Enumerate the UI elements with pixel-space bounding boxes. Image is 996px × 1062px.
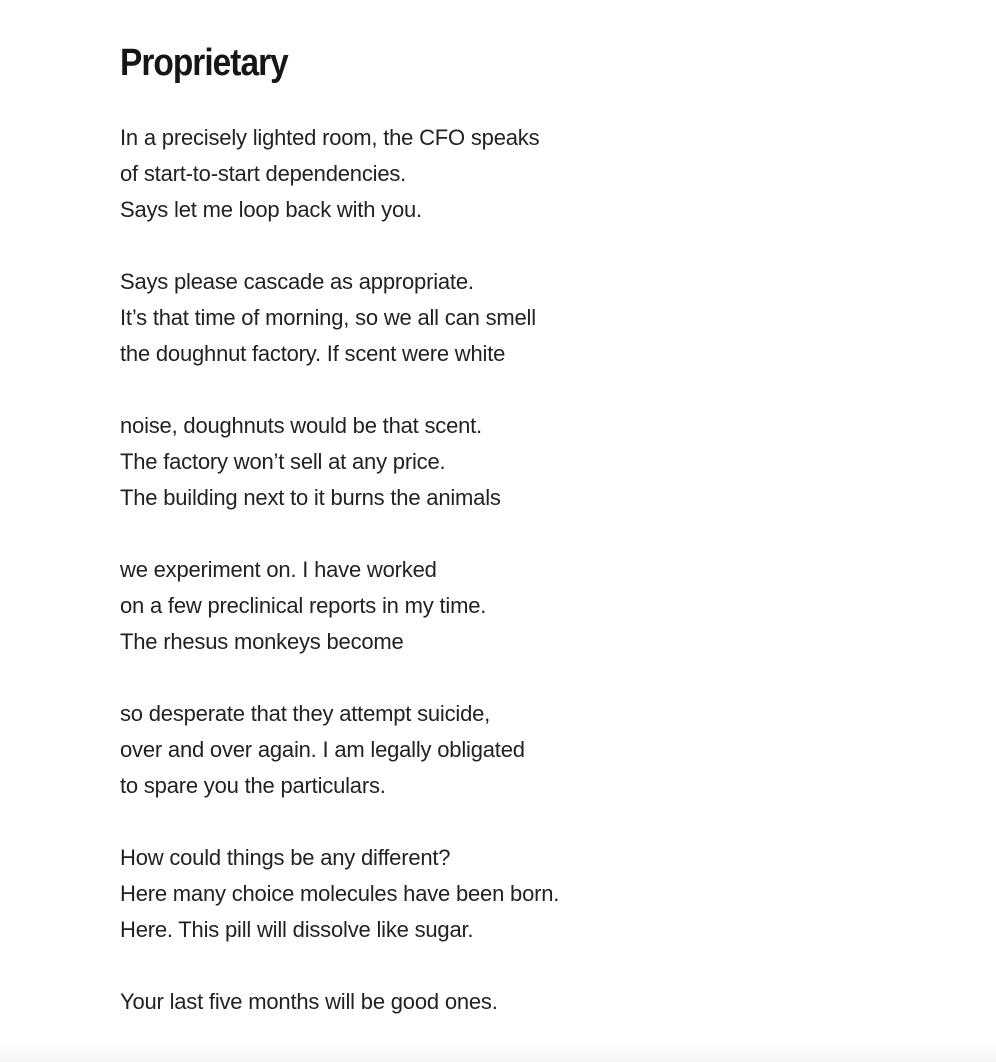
poem-title: Proprietary [120,42,288,84]
poem-line: to spare you the particulars. [120,773,386,798]
stanza [120,696,820,804]
poem-line: Your last five months will be good ones. [120,989,498,1014]
poem-line: The rhesus monkeys become [120,629,404,654]
stanza [120,984,820,1020]
poem-container [120,38,820,1056]
poem-line: How could things be any different? [120,845,451,870]
poem-line: Says please cascade as appropriate. [120,269,474,294]
stanza [120,408,820,516]
stanza [120,120,820,228]
poem-line: noise, doughnuts would be that scent. [120,413,482,438]
page-bottom-edge [0,1044,996,1062]
poem-line: It’s that time of morning, so we all can smell [120,305,536,330]
poem-line: so desperate that they attempt suicide, [120,701,491,726]
poem-line: Here many choice molecules have been born. [120,881,560,906]
stanza [120,264,820,372]
poem-line: on a few preclinical reports in my time. [120,593,487,618]
poem-body [120,120,820,1020]
poem-line: the doughnut factory. If scent were white [120,341,506,366]
poem-line: The building next to it burns the animals [120,485,501,510]
poem-line: of start-to-start dependencies. [120,161,407,186]
stanza [120,552,820,660]
stanza [120,840,820,948]
poem-line: Says let me loop back with you. [120,197,422,222]
poem-line: Here. This pill will dissolve like sugar. [120,917,474,942]
poem-line: The factory won’t sell at any price. [120,449,446,474]
poem-line: over and over again. I am legally obligated [120,737,525,762]
poem-line: In a precisely lighted room, the CFO speaks [120,125,540,150]
poem-line: we experiment on. I have worked [120,557,437,582]
